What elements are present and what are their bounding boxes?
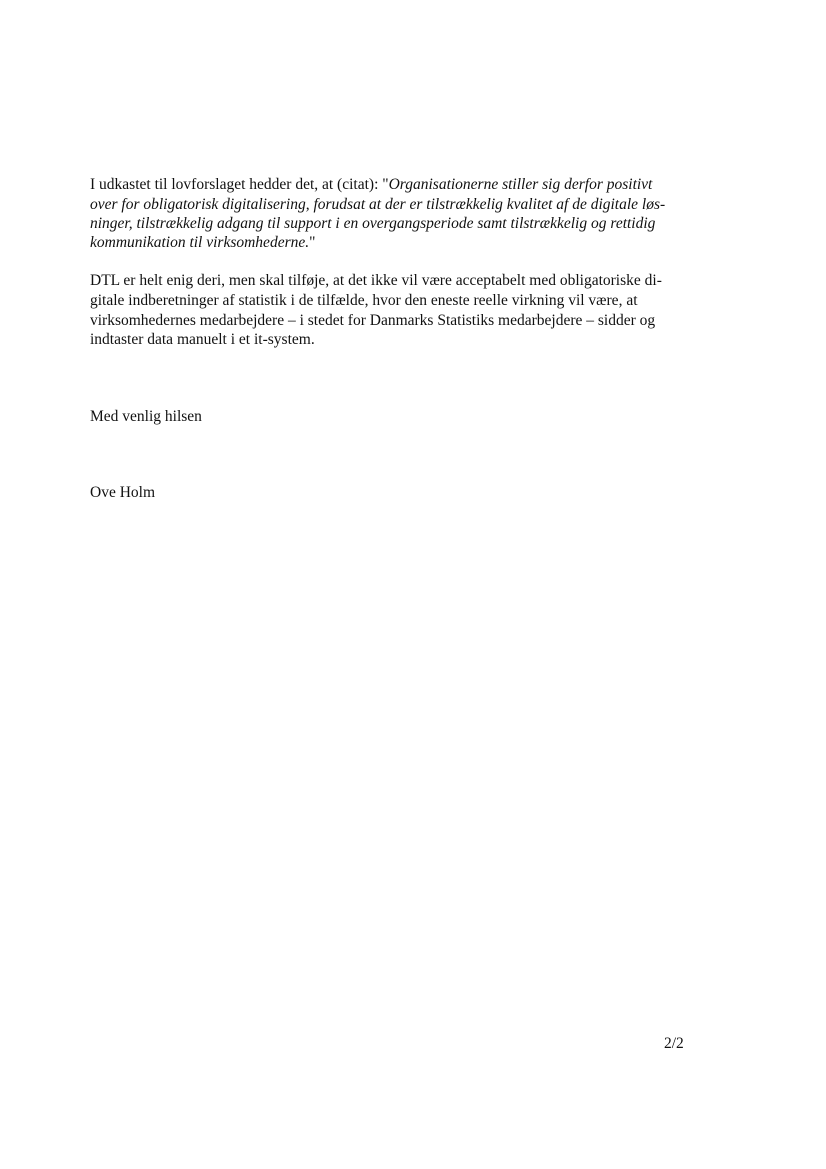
paragraph-2-line-1: DTL er helt enig deri, men skal tilføje, at det ikke vil være acceptabelt med obligatoriske di-	[90, 272, 662, 289]
paragraph-2-line-3: virksomhedernes medarbejdere – i stedet for Danmarks Statistiks medarbejdere – sidder og	[90, 312, 656, 329]
paragraph-1-line-4	[90, 233, 315, 253]
paragraph-2-line-2: gitale indberetninger af statistik i de tilfælde, hvor den eneste reelle virkning vil være, at	[90, 292, 638, 309]
quote-close-mark: "	[309, 234, 316, 251]
quote-text: Organisationerne stiller sig derfor positivt	[388, 176, 653, 193]
paragraph-1-line-2: over for obligatorisk digitalisering, forudsat at der er tilstrækkelig kvalitet af de digitale løs-	[90, 196, 666, 213]
paragraph-1-line-1	[90, 175, 652, 195]
paragraph-2-line-4: indtaster data manuelt i et it-system.	[90, 331, 315, 348]
paragraph-1-line-3: ninger, tilstrækkelig adgang til support i en overgangsperiode samt tilstrækkelig og rettidig	[90, 215, 656, 232]
closing-salutation: Med venlig hilsen	[90, 408, 202, 425]
page-number: 2/2	[664, 1035, 684, 1052]
signature-name: Ove Holm	[90, 484, 156, 501]
quote-end-text: kommunikation til virksomhederne.	[90, 234, 310, 251]
paragraph-1-intro-text: I udkastet til lovforslaget hedder det, at (citat): "	[90, 176, 389, 193]
